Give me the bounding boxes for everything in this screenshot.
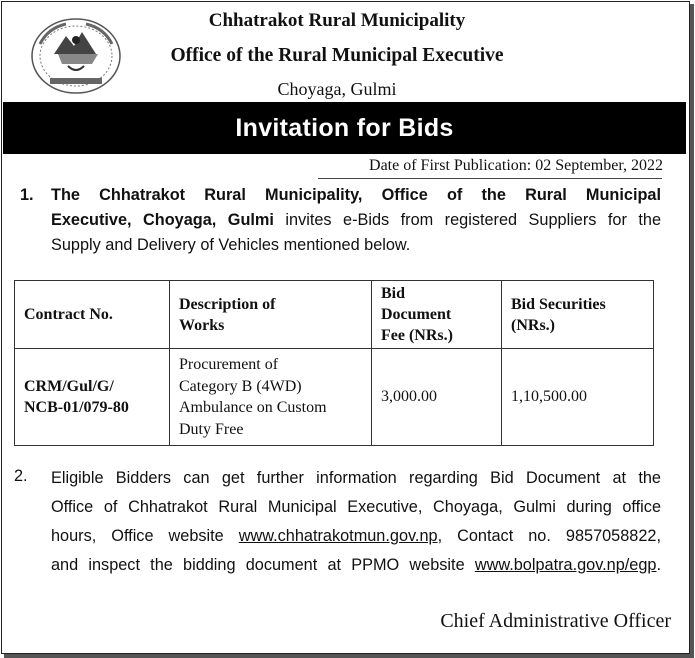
office-name: Office of the Rural Municipal Executive	[170, 45, 504, 66]
header-fee-line: Bid	[381, 285, 406, 302]
publication-date: Date of First Publication: 02 September, 2022	[369, 157, 663, 174]
frame-shadow-bottom	[4, 654, 694, 658]
publication-divider	[318, 178, 662, 179]
header-bid-securities	[502, 281, 654, 349]
notice-title-banner	[3, 102, 686, 154]
header-description	[170, 281, 372, 349]
description-line: Ambulance on Custom	[179, 399, 327, 416]
section-1-line-2-rest: invites e-Bids from registered Suppliers for the	[273, 211, 662, 229]
contract-number-line: NCB-01/079-80	[24, 399, 129, 416]
section-2-line-4	[51, 551, 661, 580]
section-1-bold-phrase: Executive, Choyaga, Gulmi	[51, 211, 274, 229]
description-line: Procurement of	[179, 356, 279, 373]
bid-fee-cell: 3,000.00	[372, 349, 502, 446]
description-line: Duty Free	[179, 420, 244, 438]
description-line: Category B (4WD)	[179, 377, 302, 395]
organization-name: Chhatrakot Rural Municipality	[208, 10, 466, 31]
header-contract-no: Contract No.	[15, 281, 170, 349]
section-1-line-2	[51, 208, 661, 233]
bid-table-header-row	[15, 281, 654, 349]
header-bid-document-fee	[372, 281, 502, 349]
header-description-line: Description of	[179, 295, 276, 313]
section-1-number: 1.	[20, 186, 34, 204]
signatory-title: Chief Administrative Officer	[440, 610, 671, 632]
description-cell	[170, 349, 372, 446]
bid-table	[14, 280, 654, 446]
section-1-text	[51, 183, 661, 258]
section-2-text	[51, 464, 661, 580]
bid-security-cell: 1,10,500.00	[502, 349, 654, 446]
header-securities-line: (NRs.)	[511, 316, 555, 334]
section-2-line-2: Office of Chhatrakot Rural Municipal Executive, Choyaga, Gulmi during office	[51, 498, 661, 516]
section-2-line-4-pre: and inspect the bidding document at PPMO website	[51, 556, 475, 574]
contract-number-cell	[15, 349, 170, 446]
section-2-line-3	[51, 522, 661, 551]
section-1-line-1: The Chhatrakot Rural Municipality, Office of the Rural Municipal	[51, 186, 661, 204]
section-2-line-4-post: .	[656, 556, 661, 574]
section-2-line-3-pre: hours, Office website	[51, 527, 239, 545]
section-1-line-3: Supply and Delivery of Vehicles mentioned below.	[51, 236, 411, 254]
header-description-line: Works	[179, 316, 225, 334]
municipality-website-link[interactable]: www.chhatrakotmun.gov.np	[238, 527, 438, 545]
section-2-line-3-post: , Contact no. 9857058822,	[437, 527, 661, 545]
table-row	[15, 349, 654, 446]
office-location: Choyaga, Gulmi	[277, 79, 397, 99]
section-2-line-1: Eligible Bidders can get further information regarding Bid Document at the	[51, 469, 661, 487]
header-fee-line: Fee (NRs.)	[381, 327, 453, 344]
frame-shadow	[690, 4, 694, 657]
contract-number-line: CRM/Gul/G/	[24, 377, 114, 395]
header-fee-line: Document	[381, 306, 452, 323]
header-securities-line: Bid Securities	[511, 295, 606, 313]
ppmo-website-link[interactable]: www.bolpatra.gov.np/egp	[474, 556, 657, 574]
notice-title: Invitation for Bids	[235, 113, 454, 142]
section-2-number: 2.	[14, 467, 28, 485]
